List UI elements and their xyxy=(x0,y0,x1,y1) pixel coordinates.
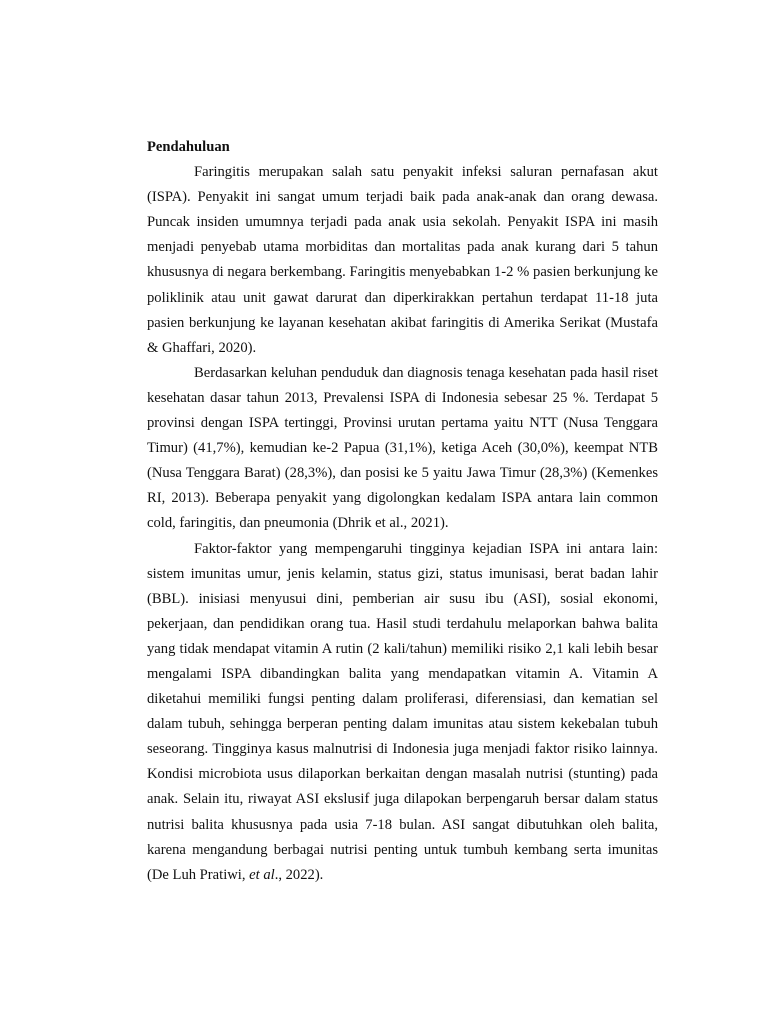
paragraph-2: Berdasarkan keluhan penduduk dan diagnosis tenaga kesehatan pada hasil riset kesehatan dasar tahun 2013, Prevalensi ISPA di Indonesia sebesar 25 %. Terdapat 5 provinsi dengan ISPA tertinggi, Provinsi urutan pertama yaitu NTT (Nusa Tenggara Timur) (41,7%), kemudian ke-2 Papua (31,1%), ketiga Aceh (30,0%), keempat NTB (Nusa Tenggara Barat) (28,3%), dan posisi ke 5 yaitu Jawa Timur (28,3%) (Kemenkes RI, 2013). Beberapa penyakit yang digolongkan kedalam ISPA antara lain common cold, faringitis, dan pneumonia (Dhrik et al., 2021). xyxy=(147,364,658,532)
paragraph-1: Faringitis merupakan salah satu penyakit infeksi saluran pernafasan akut (ISPA). Penyakit ini sangat umum terjadi baik pada anak-anak dan orang dewasa. Puncak insiden umumnya terjadi pada anak usia sekolah. Penyakit ISPA ini masih menjadi penyebab utama morbiditas dan mortalitas pada anak kurang dari 5 tahun khususnya di negara berkembang. Faringitis menyebabkan 1-2 % pasien berkunjung ke poliklinik atau unit gawat darurat dan diperkirakkan pertahun terdapat 11-18 juta pasien berkunjung ke layanan kesehatan akibat faringitis di Amerika Serikat (Mustafa & Ghaffari, 2020). xyxy=(147,164,658,356)
paragraph-3-text: Faktor-faktor yang mempengaruhi tingginya kejadian ISPA ini antara lain: sistem imunitas umur, jenis kelamin, status gizi, status imunisasi, berat badan lahir (BBL). inisiasi menyusui dini, pemberian air susu ibu (ASI), sosial ekonomi, pekerjaan, dan pendidikan orang tua. Hasil studi terdahulu melaporkan bahwa balita yang tidak mendapat vitamin A rutin (2 kali/tahun) memiliki risiko 2,1 kali lebih besar mengalami ISPA dibandingkan balita yang mendapatkan vitamin A. Vitamin A diketahui memiliki fungsi penting dalam proliferasi, diferensiasi, dan kematian sel dalam tubuh, sehingga berperan penting dalam imunitas atau sistem kekebalan tubuh seseorang. Tingginya kasus malnutrisi di Indonesia juga menjadi faktor risiko lainnya. Kondisi microbiota usus dilaporkan berkaitan dengan masalah nutrisi (stunting) pada anak. Selain itu, riwayat ASI ekslusif juga dilapokan berpengaruh bersar dalam status nutrisi balita khususnya pada usia 7-18 bulan. ASI sangat dibutuhkan oleh balita, karena mengandung berbagai nutrisi penting untuk tumbuh kembang serta imunitas (De Luh Pratiwi, xyxy=(147,540,658,883)
document-body xyxy=(147,135,658,888)
paragraph-3 xyxy=(147,537,658,888)
paragraph-3-italic: et al xyxy=(249,866,275,883)
paragraph-3-text-end: ., 2022). xyxy=(274,866,324,883)
section-heading: Pendahuluan xyxy=(147,139,230,155)
